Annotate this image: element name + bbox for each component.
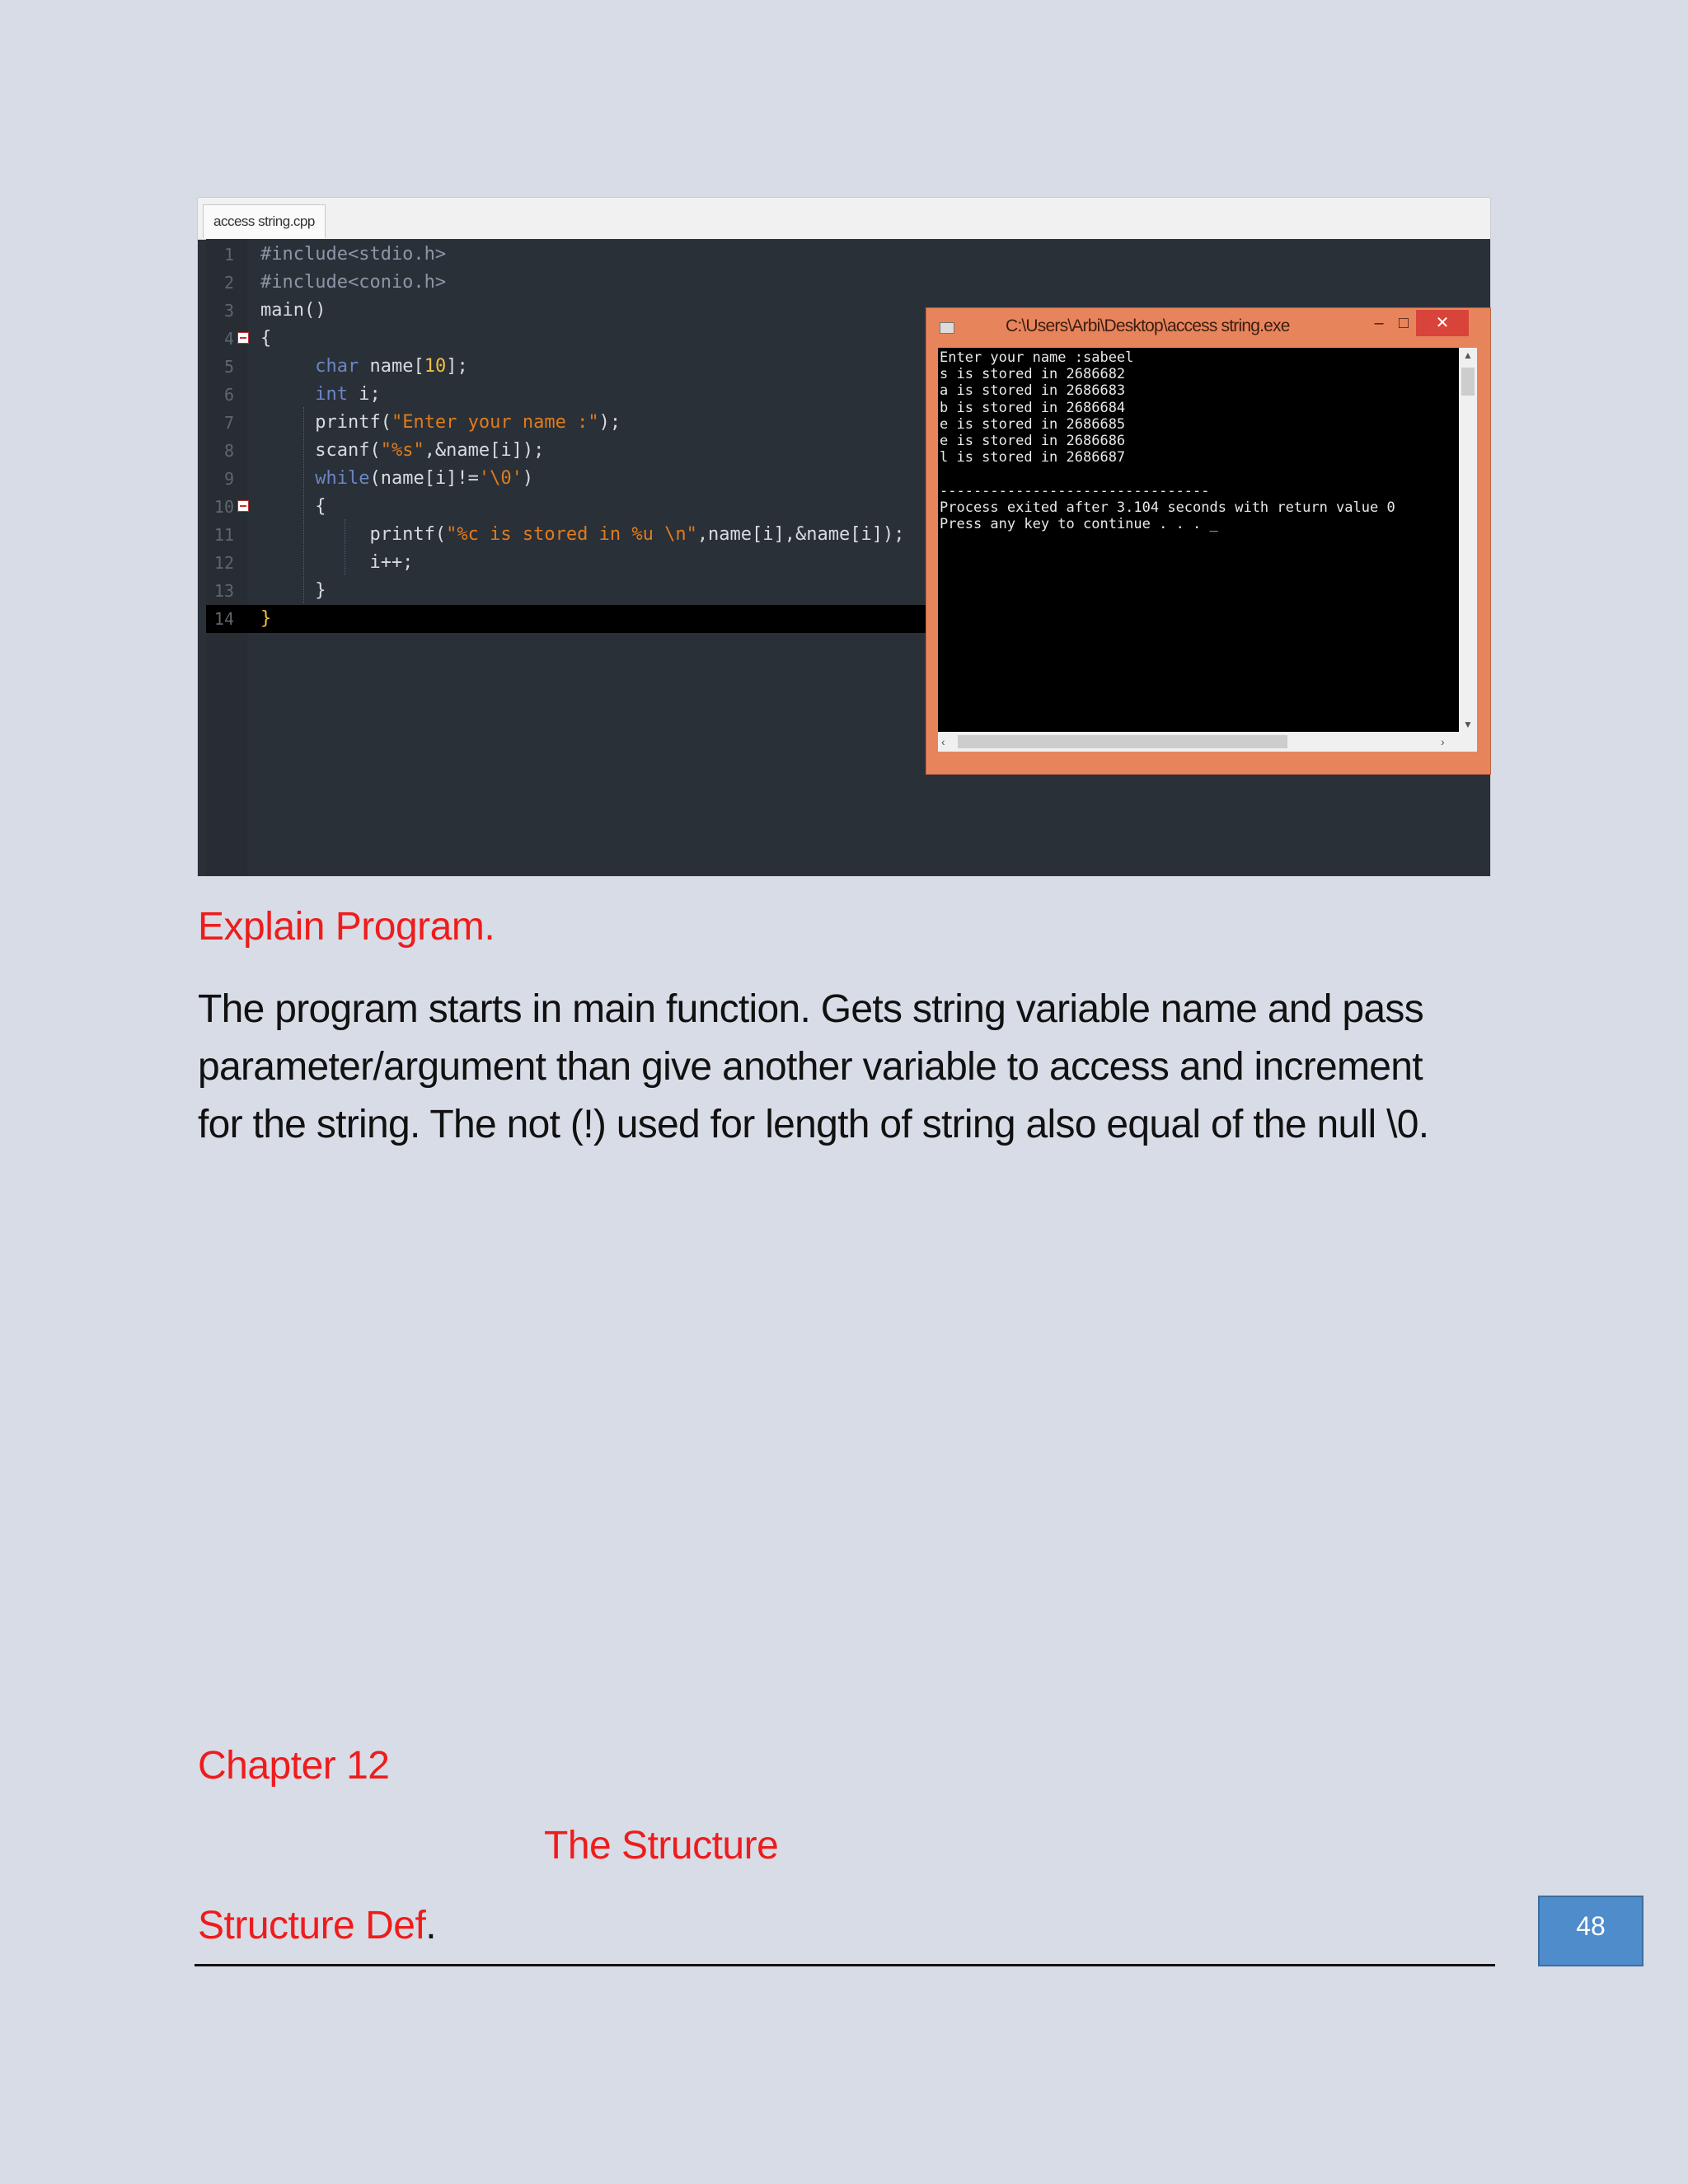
code-token: printf(: [260, 412, 392, 433]
console-window: [926, 308, 1490, 774]
code-token: }: [260, 580, 326, 601]
code-token: "%c is stored in %u \n": [446, 524, 697, 545]
chapter-title: The Structure: [544, 1824, 779, 1868]
line-number: 2: [223, 273, 234, 293]
code-token: ,name[i],&name[i]);: [696, 524, 905, 545]
code-text: [260, 325, 271, 353]
code-text: [260, 241, 446, 269]
code-token: [260, 356, 315, 377]
console-app-icon: [940, 322, 954, 334]
code-token: ): [522, 468, 534, 489]
line-number: 9: [223, 469, 234, 489]
code-text: [260, 521, 904, 549]
line-number: 11: [213, 525, 234, 545]
code-line: [206, 241, 1490, 269]
chapter-label: Chapter 12: [198, 1744, 390, 1788]
code-token: {: [260, 328, 272, 349]
line-number: 4: [223, 329, 234, 349]
horizontal-scrollbar[interactable]: [938, 732, 1477, 752]
page-number: 48: [1538, 1896, 1643, 1966]
code-token: i++;: [260, 552, 414, 573]
code-token: );: [598, 412, 621, 433]
code-text: [260, 381, 381, 409]
code-text: [260, 577, 326, 605]
code-text: [260, 269, 446, 297]
code-token: printf(: [260, 524, 447, 545]
line-number: 6: [223, 385, 234, 405]
code-token: 10: [424, 356, 447, 377]
explanation-paragraph: [198, 981, 1500, 1154]
code-text: [260, 493, 326, 521]
line-number: 10: [213, 497, 234, 517]
code-token: (name[i]!=: [369, 468, 479, 489]
console-title: C:\Users\Arbi\Desktop\access string.exe: [1006, 316, 1290, 335]
tab-access-string[interactable]: access string.cpp: [203, 204, 326, 238]
close-icon[interactable]: ✕: [1416, 310, 1469, 336]
line-number: 8: [223, 441, 234, 461]
vertical-scroll-thumb[interactable]: [1461, 368, 1475, 396]
line-number: 14: [213, 609, 234, 629]
scroll-up-icon[interactable]: ▲: [1463, 349, 1473, 361]
code-token: }: [260, 608, 272, 629]
code-token: main(): [260, 300, 326, 321]
code-text: [260, 465, 533, 493]
line-number: 13: [213, 581, 234, 601]
code-text: [260, 353, 468, 381]
subsection-dot: .: [425, 1904, 437, 1947]
code-token: i;: [347, 384, 381, 405]
code-token: [260, 468, 315, 489]
code-token: '\0': [478, 468, 523, 489]
code-text: [260, 549, 413, 577]
maximize-icon[interactable]: □: [1398, 314, 1409, 332]
paragraph-line: parameter/argument than give another variable to access and increment: [198, 1045, 1423, 1089]
line-number: 1: [223, 245, 234, 265]
horizontal-scroll-thumb[interactable]: [958, 735, 1287, 748]
subsection-heading: [198, 1903, 436, 1948]
footer-rule: [195, 1964, 1495, 1966]
code-token: #include<conio.h>: [260, 272, 447, 293]
console-title-bar[interactable]: [926, 308, 1490, 344]
code-token: ];: [446, 356, 468, 377]
console-output-area: [938, 348, 1459, 732]
paragraph-line: for the string. The not (!) used for length of string also equal of the null \0.: [198, 1103, 1429, 1146]
minimize-icon[interactable]: –: [1374, 314, 1384, 332]
code-token: ,&name[i]);: [424, 440, 545, 461]
scroll-down-icon[interactable]: ▼: [1463, 719, 1473, 730]
line-number: 3: [223, 301, 234, 321]
code-screenshot: [198, 198, 1490, 876]
code-token: [260, 384, 315, 405]
code-token: "Enter your name :": [391, 412, 599, 433]
section-title: Explain Program.: [198, 905, 495, 949]
subsection-title: Structure Def: [198, 1904, 426, 1947]
paragraph-line: The program starts in main function. Gets string variable name and pass: [198, 987, 1424, 1031]
code-text: [260, 437, 544, 465]
scroll-left-icon[interactable]: ‹: [941, 735, 945, 748]
code-token: #include<stdio.h>: [260, 244, 447, 265]
code-token: while: [315, 468, 370, 489]
code-token: char: [315, 356, 359, 377]
code-token: scanf(: [260, 440, 381, 461]
editor-tab-bar: [198, 198, 1490, 240]
scroll-right-icon[interactable]: ›: [1441, 735, 1445, 748]
code-token: name[: [359, 356, 424, 377]
console-output: Enter your name :sabeel s is stored in 2686682 a is stored in 2686683 b is stored in 2686684 e is stored in 2686685 e is stored in 2686686 l is stored in 2686687 -------------------------------- Process exited after 3.104 seconds with return value 0 Press any key to continue . . . _: [940, 349, 1395, 533]
line-number: 12: [213, 553, 234, 573]
code-line: [206, 269, 1490, 297]
line-number: 5: [223, 357, 234, 377]
code-text: [260, 409, 621, 437]
code-token: "%s": [380, 440, 424, 461]
code-token: int: [315, 384, 348, 405]
fold-toggle-icon[interactable]: [237, 332, 249, 344]
code-token: {: [260, 496, 326, 517]
line-number: 7: [223, 413, 234, 433]
fold-toggle-icon[interactable]: [237, 500, 249, 512]
code-text: [260, 605, 271, 633]
vertical-scrollbar[interactable]: [1459, 348, 1477, 732]
code-text: [260, 297, 326, 325]
